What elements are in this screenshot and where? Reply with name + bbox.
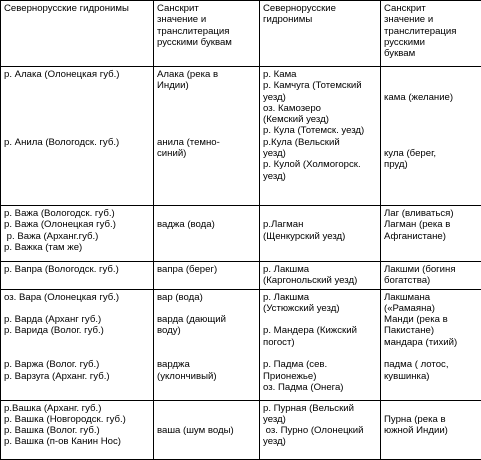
cell-line (157, 208, 256, 219)
header-line: Санскрит (157, 3, 256, 14)
cell-line: р. Важа (Олонецкая губ.) (4, 219, 150, 230)
cell-sanskrit-meaning (154, 262, 260, 290)
cell-line: («Рамаяна) (384, 303, 478, 314)
cell-line (157, 337, 256, 348)
cell-line: мандара (тихий) (384, 337, 478, 348)
header-line: транслитерация (157, 26, 256, 37)
cell-line (384, 125, 478, 136)
cell-line (157, 103, 256, 114)
cell-line: варджа (157, 359, 256, 370)
header-line: буквам (384, 48, 478, 59)
cell-line (4, 80, 150, 91)
cell-northern-hydronym (1, 262, 154, 290)
header-cell-northern-hydronyms (1, 1, 154, 67)
cell-line (384, 137, 478, 148)
cell-line: Манди (река в (384, 314, 478, 325)
cell-line (157, 303, 256, 314)
cell-line: (Устюжский уезд) (263, 303, 377, 314)
cell-line: Лакшмана (384, 292, 478, 303)
cell-line: (Щенкурский уезд) (263, 231, 377, 242)
cell-line: р. Варда (Арханг губ.) (4, 314, 150, 325)
cell-line: кула (берег, (384, 148, 478, 159)
cell-northern-hydronym (1, 400, 154, 459)
cell-line (157, 414, 256, 425)
cell-line: пруд) (384, 159, 478, 170)
cell-line: Индии) (157, 80, 256, 91)
cell-line: уезд) (263, 148, 377, 159)
header-row (1, 1, 481, 67)
header-line: Севернорусские (263, 3, 377, 14)
header-line: Санскрит (384, 3, 478, 14)
cell-line: оз. Камозеро (263, 103, 377, 114)
header-cell-northern-hydronyms-2 (260, 1, 381, 67)
cell-line: вар (вода) (157, 292, 256, 303)
table-row (1, 289, 481, 400)
cell-line: р. Пурная (Вельский (263, 403, 377, 414)
cell-line (157, 114, 256, 125)
cell-line: р. Важа (Вологодск. губ.) (4, 208, 150, 219)
cell-line: оз. Пурно (Олонецкий (263, 425, 377, 436)
cell-line: Лаг (вливаться) (384, 208, 478, 219)
header-cell-sanskrit-2 (381, 1, 481, 67)
header-cell-sanskrit (154, 1, 260, 67)
cell-line: р.Кула (Вельский (263, 137, 377, 148)
cell-line: р. Вашка (Волог. губ.) (4, 425, 150, 436)
table-row (1, 400, 481, 459)
cell-line: р. Кулой (Холмогорск. (263, 159, 377, 170)
table-row (1, 67, 481, 206)
cell-line: р. Кама (263, 69, 377, 80)
cell-line: р. Анила (Вологодск. губ.) (4, 137, 150, 148)
cell-line: кама (желание) (384, 92, 478, 103)
cell-line (384, 403, 478, 414)
cell-sanskrit-meaning (154, 400, 260, 459)
cell-line: р. Вашка (п-ов Канин Нос) (4, 436, 150, 447)
cell-northern-hydronym (1, 289, 154, 400)
cell-line: погост) (263, 337, 377, 348)
cell-line: оз. Вара (Олонецкая губ.) (4, 292, 150, 303)
header-line: гидронимы (263, 14, 377, 25)
cell-line (384, 80, 478, 91)
cell-sanskrit-meaning (154, 67, 260, 206)
header-line: транслитерация (384, 26, 478, 37)
cell-sanskrit-meaning (154, 289, 260, 400)
cell-northern-hydronym-2 (260, 206, 381, 262)
cell-sanskrit-meaning-2 (381, 400, 481, 459)
cell-line: кувшинка) (384, 371, 478, 382)
header-line: русскими (384, 37, 478, 48)
table-row (1, 262, 481, 290)
cell-line: р. Важка (там же) (4, 242, 150, 253)
cell-line: Пурна (река в (384, 414, 478, 425)
cell-line (157, 125, 256, 136)
cell-line (4, 303, 150, 314)
cell-line: р. Камчуга (Тотемский (263, 80, 377, 91)
cell-line: р.Лагман (263, 219, 377, 230)
cell-line: р. Важа (Арханг.губ.) (4, 231, 150, 242)
cell-line (384, 348, 478, 359)
cell-line: падма ( лотос, (384, 359, 478, 370)
cell-line: р. Лакшма (263, 292, 377, 303)
cell-sanskrit-meaning (154, 206, 260, 262)
header-line: значение и (384, 14, 478, 25)
cell-line: р.Вашка (Арханг. губ.) (4, 403, 150, 414)
cell-line (157, 348, 256, 359)
cell-line (4, 337, 150, 348)
cell-line: Лакшми (богиня (384, 264, 478, 275)
cell-line: Прионежье) (263, 371, 377, 382)
cell-line: (уклончивый) (157, 371, 256, 382)
cell-line: оз. Падма (Онега) (263, 382, 377, 393)
cell-line: р. Мандера (Кижский (263, 325, 377, 336)
cell-line (4, 348, 150, 359)
cell-line (384, 114, 478, 125)
cell-line (157, 92, 256, 103)
cell-northern-hydronym-2 (260, 400, 381, 459)
cell-sanskrit-meaning-2 (381, 67, 481, 206)
cell-line: уезд) (263, 414, 377, 425)
cell-line: р. Варжа (Волог. губ.) (4, 359, 150, 370)
cell-line: (Каргонольский уезд) (263, 275, 377, 286)
cell-line: синий) (157, 148, 256, 159)
cell-line: Алака (река в (157, 69, 256, 80)
cell-line: ваша (шум воды) (157, 425, 256, 436)
cell-line: р. Падма (сев. (263, 359, 377, 370)
cell-line: р. Варида (Волог. губ.) (4, 325, 150, 336)
cell-line: р. Алака (Олонецкая губ.) (4, 69, 150, 80)
cell-line (4, 103, 150, 114)
cell-line (4, 114, 150, 125)
cell-line: богатства) (384, 275, 478, 286)
cell-line (384, 69, 478, 80)
table-row (1, 206, 481, 262)
cell-line (157, 403, 256, 414)
cell-northern-hydronym (1, 67, 154, 206)
cell-line: Афганистане) (384, 231, 478, 242)
cell-line: уезд) (263, 92, 377, 103)
cell-line: р. Лакшма (263, 264, 377, 275)
cell-line: варда (дающий (157, 314, 256, 325)
cell-line: р. Вапра (Вологодск. губ.) (4, 264, 150, 275)
cell-sanskrit-meaning-2 (381, 206, 481, 262)
cell-sanskrit-meaning-2 (381, 262, 481, 290)
header-line: значение и (157, 14, 256, 25)
cell-line: (Кемский уезд) (263, 114, 377, 125)
cell-northern-hydronym-2 (260, 67, 381, 206)
cell-line (263, 208, 377, 219)
cell-line (4, 92, 150, 103)
cell-line: воду) (157, 325, 256, 336)
cell-northern-hydronym-2 (260, 289, 381, 400)
header-line: Севернорусские гидронимы (4, 3, 150, 14)
cell-line: р. Варзуга (Арханг. губ.) (4, 371, 150, 382)
cell-line: уезд) (263, 436, 377, 447)
cell-line: анила (темно- (157, 137, 256, 148)
cell-line: Лагман (река в (384, 219, 478, 230)
table-body (1, 67, 481, 460)
cell-line: р. Кула (Тотемск. уезд) (263, 125, 377, 136)
cell-line: вапра (берег) (157, 264, 256, 275)
cell-line (384, 103, 478, 114)
cell-northern-hydronym (1, 206, 154, 262)
cell-line (263, 314, 377, 325)
cell-northern-hydronym-2 (260, 262, 381, 290)
cell-line: ваджа (вода) (157, 219, 256, 230)
cell-sanskrit-meaning-2 (381, 289, 481, 400)
cell-line: южной Индии) (384, 425, 478, 436)
cell-line: уезд) (263, 171, 377, 182)
cell-line (263, 348, 377, 359)
cell-line: Пакистане) (384, 325, 478, 336)
cell-line (4, 125, 150, 136)
header-line: русскими буквам (157, 37, 256, 48)
cell-line: р. Вашка (Новгородск. губ.) (4, 414, 150, 425)
